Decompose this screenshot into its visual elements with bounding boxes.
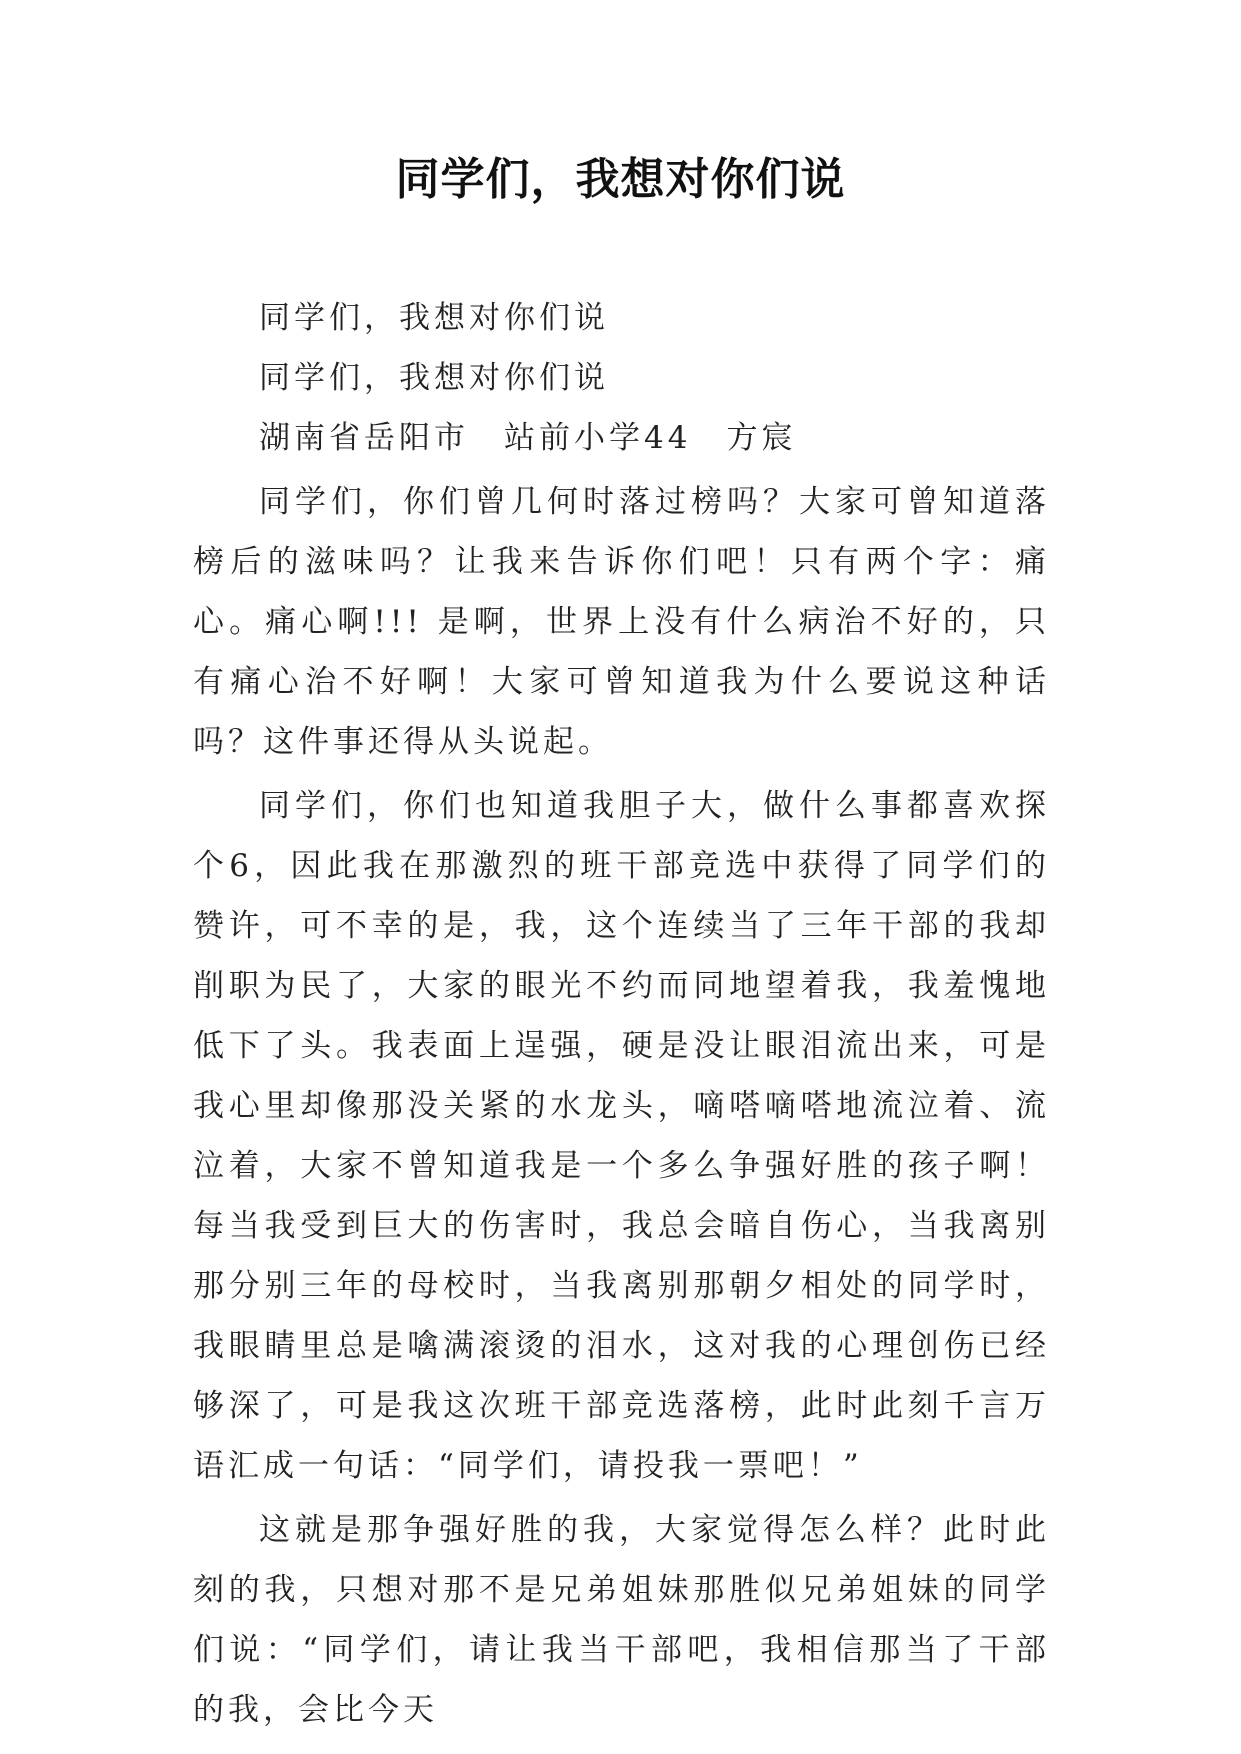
author-line: 湖南省岳阳市 站前小学44 方宸 — [259, 420, 797, 456]
document-body — [193, 288, 1050, 1740]
subtitle-line: 同学们，我想对你们说 — [259, 300, 609, 336]
body-paragraph: 同学们，你们曾几何时落过榜吗？大家可曾知道落榜后的滋味吗？让我来告诉你们吧！只有两个字：痛心。痛心啊!!! 是啊，世界上没有什么病治不好的，只有痛心治不好啊！大家可曾知道我为什么要说这种话吗？这件事还得从头说起。 — [193, 484, 1050, 760]
body-paragraph: 同学们，你们也知道我胆子大，做什么事都喜欢探个6，因此我在那激烈的班干部竞选中获得了同学们的赞许，可不幸的是，我，这个连续当了三年干部的我却削职为民了，大家的眼光不约而同地望着我，我羞愧地低下了头。我表面上逞强，硬是没让眼泪流出来，可是我心里却像那没关紧的水龙头，嘀嗒嘀嗒地流泣着、流泣着，大家不曾知道我是一个多么争强好胜的孩子啊！每当我受到巨大的伤害时，我总会暗自伤心，当我离别那分别三年的母校时，当我离别那朝夕相处的同学时，我眼睛里总是噙满滚烫的泪水，这对我的心理创伤已经够深了，可是我这次班干部竞选落榜，此时此刻千言万语汇成一句话：“同学们，请投我一票吧！” — [193, 788, 1050, 1484]
document-title: 同学们，我想对你们说 — [395, 154, 846, 205]
subtitle-line: 同学们，我想对你们说 — [259, 360, 609, 396]
body-paragraph: 这就是那争强好胜的我，大家觉得怎么样？此时此刻的我，只想对那不是兄弟姐妹那胜似兄弟姐妹的同学们说：“同学们，请让我当干部吧，我相信那当了干部的我，会比今天 — [193, 1512, 1050, 1728]
